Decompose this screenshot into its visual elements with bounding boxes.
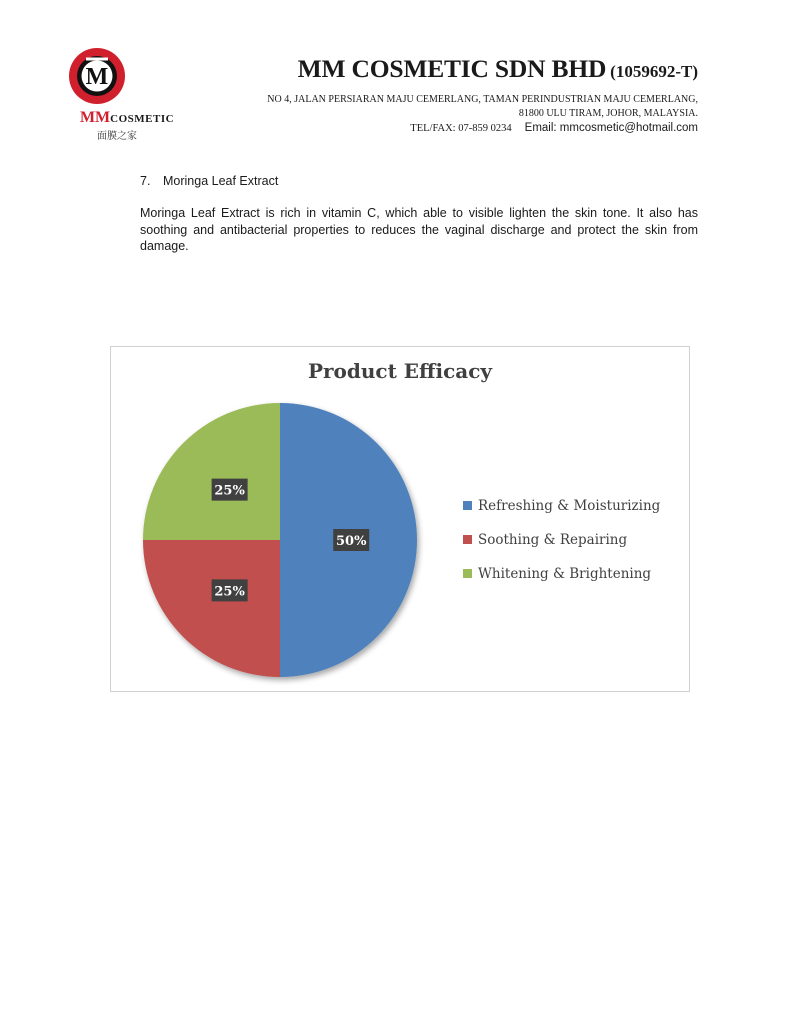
pie-chart-svg — [111, 347, 689, 691]
data-label-text: 25% — [214, 584, 245, 600]
legend-swatch — [463, 501, 472, 510]
data-label-text: 50% — [336, 534, 367, 549]
legend-swatch — [463, 569, 472, 578]
logo-mark-letter: M — [85, 64, 109, 90]
section-heading — [140, 174, 278, 188]
legend-label: Whitening & Brightening — [478, 566, 652, 582]
company-registration: (1059692-T) — [610, 62, 698, 81]
legend-swatch — [463, 535, 472, 544]
logo-brand-prefix: MM — [79, 109, 111, 126]
address-line-2: 81800 ULU TIRAM, JOHOR, MALAYSIA. — [518, 108, 698, 119]
company-logo — [62, 47, 192, 142]
section-paragraph: Moringa Leaf Extract is rich in vitamin C, which able to visible lighten the skin tone. It also has soothing and antibacterial properties to reduces the vaginal discharge and protect the skin from damage. — [140, 206, 698, 253]
company-title — [236, 54, 698, 84]
logo-chinese-name: 面膜之家 — [97, 131, 137, 142]
legend-item-refreshing-moisturizing — [463, 498, 661, 514]
section-number: 7. — [140, 174, 151, 188]
legend-item-whitening-brightening — [463, 566, 651, 582]
legend-label: Refreshing & Moisturizing — [478, 498, 661, 514]
logo-brand-suffix: COSMETIC — [110, 113, 175, 125]
pie-chart — [110, 346, 690, 692]
logo-wordmark — [62, 109, 192, 127]
data-label-soothing-repairing — [212, 579, 248, 601]
legend-label: Soothing & Repairing — [478, 532, 628, 548]
section-title: Moringa Leaf Extract — [163, 174, 279, 188]
email: Email: mmcosmetic@hotmail.com — [524, 122, 698, 134]
chart-title: Product Efficacy — [307, 359, 493, 383]
logo-mark-icon — [62, 47, 132, 109]
data-label-text: 25% — [214, 483, 245, 499]
data-label-refreshing-moisturizing — [333, 529, 369, 551]
telfax: TEL/FAX: 07-859 0234 — [410, 123, 512, 134]
address-line-1: NO 4, JALAN PERSIARAN MAJU CEMERLANG, TAMAN PERINDUSTRIAN MAJU CEMERLANG, — [267, 94, 698, 105]
pie-slice-whitening-brightening — [143, 403, 280, 540]
pie-slice-soothing-repairing — [143, 540, 280, 677]
data-label-whitening-brightening — [212, 479, 248, 501]
company-name: MM COSMETIC SDN BHD — [297, 54, 607, 83]
contact-line — [410, 122, 698, 134]
legend-item-soothing-repairing — [463, 532, 628, 548]
